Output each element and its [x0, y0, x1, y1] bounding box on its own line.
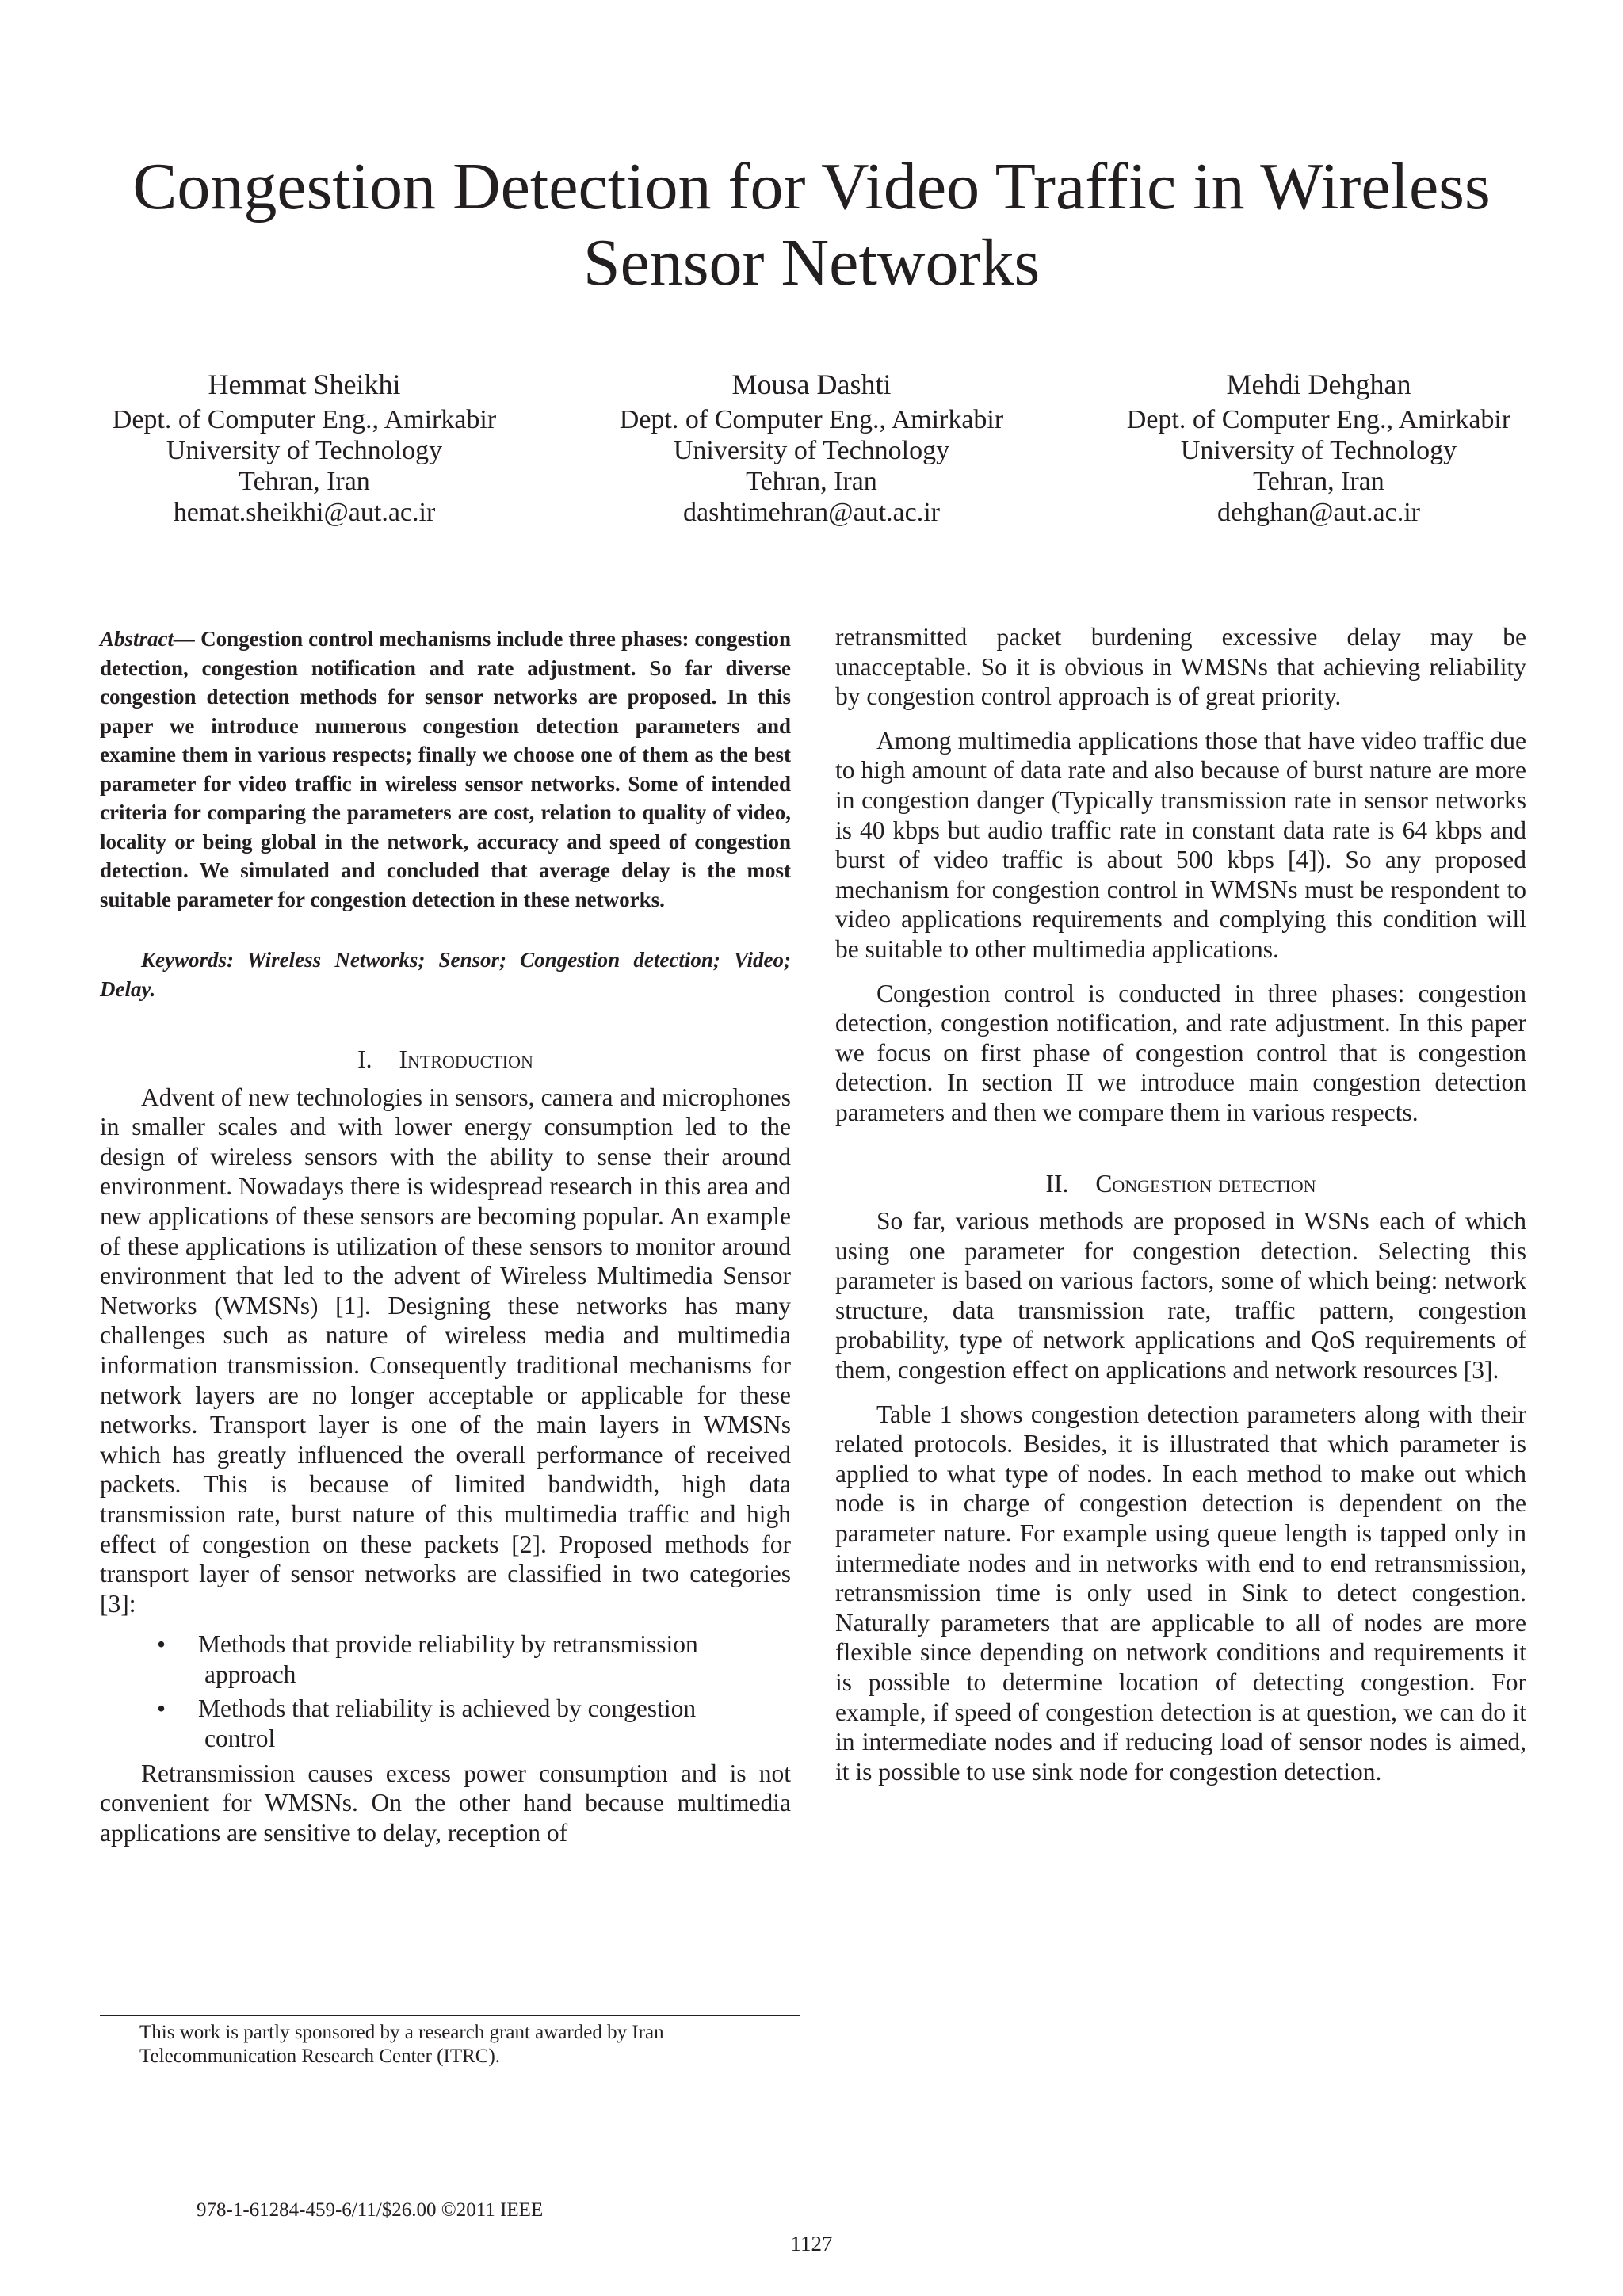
- section2-paragraph-1: So far, various methods are proposed in WSNs each of which using one parameter for congestion detection. Selecting this parameter is based on various factors, some of which being: network structure, data transmission rate, traffic pattern, congestion probability, type of network applications and QoS requirements of them, congestion effect on applications and network resources [3].: [835, 1207, 1526, 1385]
- right-column: [835, 622, 1526, 1786]
- author-dept: Dept. of Computer Eng., Amirkabir: [619, 405, 1004, 434]
- author-dept: Dept. of Computer Eng., Amirkabir: [1126, 405, 1511, 434]
- section-heading-congestion-detection: [835, 1169, 1526, 1199]
- author-university: University of Technology: [166, 436, 443, 465]
- intro-paragraph-4: Among multimedia applications those that have video traffic due to high amount of data rate and also because of burst nature are more in congestion danger (Typically transmission rate in sensor networks is 40 kbps but audio traffic rate in constant data rate is 64 kbps and burst of video traffic is about 500 kbps [4]). So any proposed mechanism for congestion control in WMSNs must be respondent to video applications requirements and complying this condition will be suitable to other multimedia applications.: [835, 726, 1526, 963]
- author-city: Tehran, Iran: [1253, 467, 1384, 496]
- author-block-1: [82, 366, 526, 528]
- section2-paragraph-2: Table 1 shows congestion detection parameters along with their related protocols. Besides, it is illustrated that which parameter is applied to what type of nodes. In each method to make out which node is in charge of congestion detection is dependent on the parameter nature. For example using queue length is tapped only in intermediate nodes and in networks with end to end retransmission, retransmission time is only used in Sink to detect congestion. Naturally parameters that are applicable to all of nodes are more flexible since depending on network conditions and requirements it is possible to determine location of detecting congestion. For example, if speed of congestion detection is at question, we can do it in intermediate nodes and if reducing load of sensor nodes is aimed, it is possible to use sink node for congestion detection.: [835, 1400, 1526, 1786]
- author-university: University of Technology: [673, 436, 950, 465]
- intro-paragraph-1: Advent of new technologies in sensors, camera and microphones in smaller scales and with lower energy consumption led to the design of wireless sensors with the ability to sense their around environment. Nowadays there is widespread research in this area and new applications of these sensors are becoming popular. An example of these applications is utilization of these sensors to monitor around environment that led to the advent of Wireless Multimedia Sensor Networks (WMSNs) [1]. Designing these networks has many challenges such as nature of wireless media and multimedia information transmission. Consequently traditional mechanisms for network layers are no longer acceptable or applicable for these networks. Transport layer is one of the main layers in WMSNs which has greatly influenced the overall performance of received packets. This is because of limited bandwidth, high data transmission rate, burst nature of this multimedia traffic and high effect of congestion on these packets [2]. Proposed methods for transport layer of sensor networks are classified in two categories [3]:: [100, 1083, 791, 1618]
- abstract-label: Abstract—: [100, 627, 196, 651]
- bullet-icon: •: [157, 1694, 166, 1723]
- list-item: • Methods that reliability is achieved by congestion control: [157, 1694, 697, 1753]
- section-title: Congestion detection: [1095, 1169, 1316, 1198]
- intro-paragraph-3: retransmitted packet burdening excessive delay may be unacceptable. So it is obvious in WMSNs that achieving reliability by congestion control approach is of great priority.: [835, 623, 1526, 711]
- author-name: Hemmat Sheikhi: [208, 369, 401, 400]
- author-block-2: [590, 366, 1033, 528]
- author-university: University of Technology: [1180, 436, 1457, 465]
- author-email: dashtimehran@aut.ac.ir: [683, 498, 940, 527]
- author-email: hemat.sheikhi@aut.ac.ir: [173, 498, 436, 527]
- author-name: Mousa Dashti: [731, 369, 892, 400]
- bullet-icon: •: [157, 1630, 166, 1659]
- section-title: Introduction: [399, 1045, 533, 1073]
- paper-title: Congestion Detection for Video Traffic in Wireless Sensor Networks: [132, 150, 1491, 300]
- abstract: [100, 625, 791, 914]
- keywords: Keywords: Wireless Networks; Sensor; Congestion detection; Video; Delay.: [100, 948, 791, 1001]
- author-city: Tehran, Iran: [239, 467, 370, 496]
- section-heading-introduction: [100, 1045, 791, 1075]
- page-number: 1127: [790, 2232, 833, 2256]
- intro-paragraph-2: Retransmission causes excess power consumption and is not convenient for WMSNs. On the other hand because multimedia applications are sensitive to delay, reception of: [100, 1759, 791, 1847]
- abstract-text: Congestion control mechanisms include three phases: congestion detection, congestion notification and rate adjustment. So far diverse congestion detection methods for sensor networks are proposed. In this paper we introduce numerous congestion detection parameters and examine them in various respects; finally we choose one of them as the best parameter for video traffic in wireless sensor networks. Some of intended criteria for comparing the parameters are cost, relation to quality of video, locality or being global in the network, accuracy and speed of congestion detection. We simulated and concluded that average delay is the most suitable parameter for congestion detection in these networks.: [100, 627, 791, 911]
- section-number: II.: [1045, 1169, 1069, 1198]
- author-email: dehghan@aut.ac.ir: [1217, 498, 1420, 527]
- author-city: Tehran, Iran: [746, 467, 877, 496]
- author-dept: Dept. of Computer Eng., Amirkabir: [112, 405, 497, 434]
- list-item: • Methods that provide reliability by retransmission approach: [157, 1630, 698, 1688]
- footnote-divider: [100, 2015, 800, 2016]
- section-number: I.: [357, 1045, 372, 1073]
- footnote: This work is partly sponsored by a research grant awarded by Iran Telecommunication Research Center (ITRC).: [139, 2022, 664, 2067]
- author-block-3: [1097, 366, 1541, 528]
- author-name: Mehdi Dehghan: [1226, 369, 1411, 400]
- isbn-copyright: 978-1-61284-459-6/11/$26.00 ©2011 IEEE: [197, 2199, 544, 2221]
- intro-paragraph-5: Congestion control is conducted in three phases: congestion detection, congestion notification, and rate adjustment. In this paper we focus on first phase of congestion control that is congestion detection. In section II we introduce main congestion detection parameters and then we compare them in various respects.: [835, 979, 1526, 1126]
- bullet-list: [100, 1629, 791, 1753]
- left-column: [100, 625, 791, 1847]
